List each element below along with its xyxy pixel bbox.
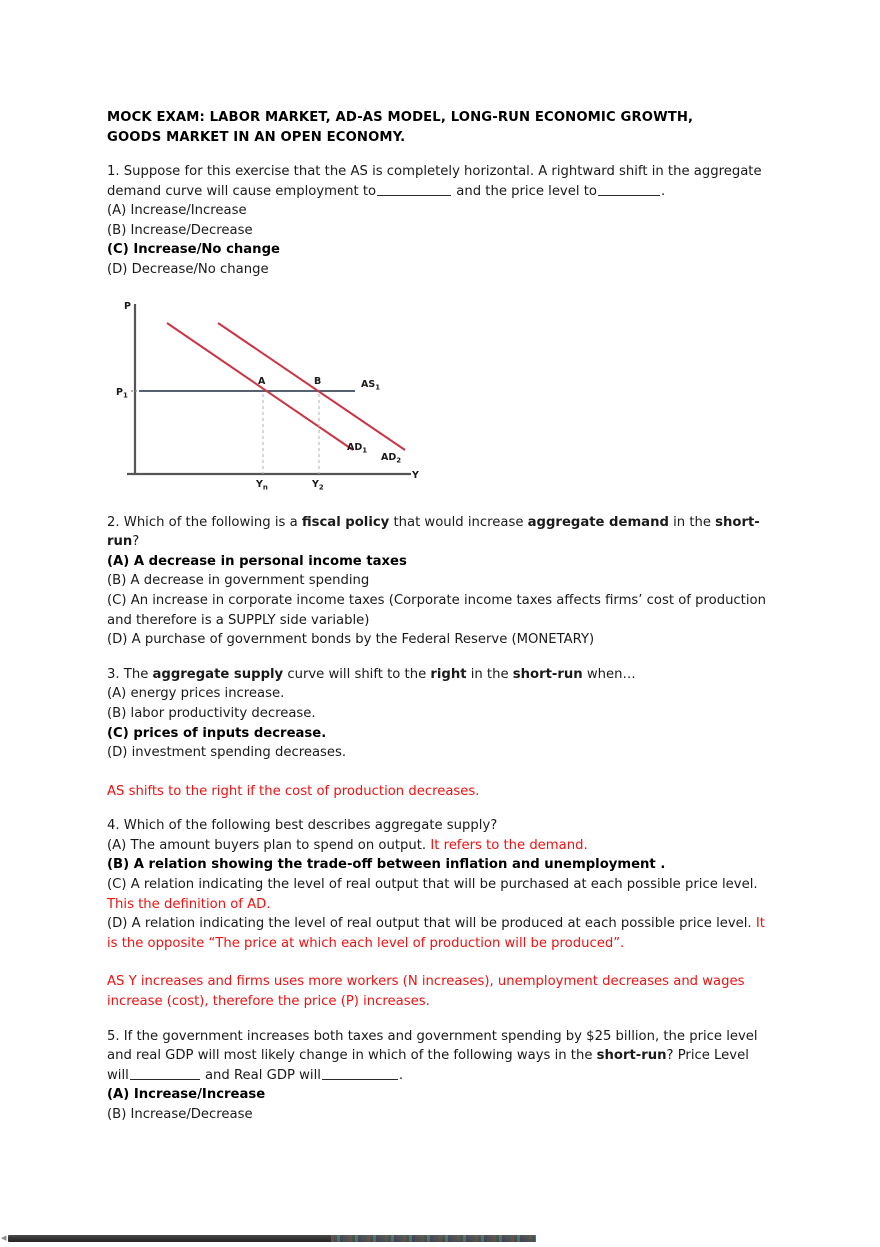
question-2-option-b: (B) A decrease in government spending xyxy=(107,573,370,589)
question-3-option-d: (D) investment spending decreases. xyxy=(107,745,347,761)
question-3-annotation: AS shifts to the right if the cost of production decreases. xyxy=(107,783,480,799)
question-4 xyxy=(107,816,772,953)
title-line-1: MOCK EXAM: LABOR MARKET, AD-AS MODEL, LONG-RUN ECONOMIC GROWTH, xyxy=(107,110,694,125)
document-content xyxy=(107,108,772,1125)
scrollbar-thumb-texture xyxy=(331,1235,536,1242)
question-2-stem-pre: 2. Which of the following is a xyxy=(107,514,302,530)
question-2 xyxy=(107,513,772,650)
yn-tick-label: $Y_n$ xyxy=(256,478,268,492)
question-1-option-d: (D) Decrease/No change xyxy=(107,261,269,277)
question-2-option-d: (D) A purchase of government bonds by the Federal Reserve (MONETARY) xyxy=(107,632,595,648)
ad-as-chart xyxy=(115,298,445,498)
question-2-stem-post: in the xyxy=(668,514,716,530)
question-1-option-a: (A) Increase/Increase xyxy=(107,203,247,219)
question-3-stem-bold-1: aggregate supply xyxy=(152,666,284,682)
question-3-stem-bold-3: short-run xyxy=(512,666,583,682)
question-4-stem: 4. Which of the following best describes aggregate supply? xyxy=(107,818,498,834)
question-3-option-b: (B) labor productivity decrease. xyxy=(107,705,316,721)
question-5-option-a: (A) Increase/Increase xyxy=(107,1087,266,1103)
answer-blank-1 xyxy=(377,183,451,196)
scroll-left-arrow-icon[interactable]: ◀ xyxy=(1,1234,7,1242)
question-1-stem-part-2: and the price level to xyxy=(452,183,597,199)
scrollbar-thumb[interactable] xyxy=(8,1235,536,1242)
question-5-stem-e: . xyxy=(398,1067,404,1083)
question-2-stem-end: ? xyxy=(132,534,140,550)
ad2-label: $AD_2$ xyxy=(381,451,402,465)
question-4-option-c-note: This the definition of AD. xyxy=(107,896,271,912)
question-2-stem-mid: that would increase xyxy=(389,514,528,530)
question-4-option-a-note: It refers to the demand. xyxy=(430,837,588,853)
y2-tick-label: $Y_2$ xyxy=(312,478,324,492)
question-3-stem-pre: 3. The xyxy=(107,666,153,682)
question-5-stem-bold: short-run xyxy=(596,1048,667,1064)
question-1-stem-part-3: . xyxy=(660,183,666,199)
question-5-stem-a: 5. If the government increases both taxes and government spending by $25 billion, the price level and real GDP will most likely change in which of the following ways in the xyxy=(107,1028,758,1064)
x-axis-label: Y xyxy=(412,469,419,481)
question-3-option-a: (A) energy prices increase. xyxy=(107,686,285,702)
question-2-option-c: (C) An increase in corporate income taxes (Corporate income taxes affects firms’ cost of production and therefore is a SUPPLY side variable) xyxy=(107,592,766,628)
question-3-option-c: (C) prices of inputs decrease. xyxy=(107,725,327,741)
question-2-option-a: (A) A decrease in personal income taxes xyxy=(107,553,407,569)
as1-label: $AS_1$ xyxy=(361,378,381,392)
question-4-option-a xyxy=(107,836,772,856)
page-title xyxy=(107,108,772,147)
question-1-option-c: (C) Increase/No change xyxy=(107,242,280,258)
question-2-stem-bold-2: aggregate demand xyxy=(527,514,669,530)
question-4-annotation: AS Y increases and firms uses more workers (N increases), unemployment decreases and wages increase (cost), therefore the price (P) increases. xyxy=(107,974,745,1010)
point-a-label: A xyxy=(258,375,266,387)
question-3 xyxy=(107,665,772,763)
y-axis-label: P xyxy=(124,300,131,312)
question-3-stem-mid-2: in the xyxy=(466,666,513,682)
question-1 xyxy=(107,162,772,280)
title-line-2: GOODS MARKET IN AN OPEN ECONOMY. xyxy=(107,129,406,145)
answer-blank-2 xyxy=(598,183,660,196)
question-4-option-d xyxy=(107,914,772,953)
answer-blank-4 xyxy=(322,1067,398,1080)
question-5 xyxy=(107,1027,772,1125)
question-5-option-b: (B) Increase/Decrease xyxy=(107,1107,253,1122)
question-4-option-b: (B) A relation showing the trade-off between inflation and unemployment . xyxy=(107,857,666,873)
ad-as-chart-svg xyxy=(115,298,445,498)
p1-tick-label: $P_1$ xyxy=(116,386,128,400)
question-1-option-b: (B) Increase/Decrease xyxy=(107,222,253,238)
horizontal-scrollbar[interactable] xyxy=(0,1230,880,1247)
question-4-option-c xyxy=(107,875,772,914)
question-1-stem-part-1: 1. Suppose for this exercise that the AS is completely horizontal. A rightward shift in the aggregate demand curve will cause employment to xyxy=(107,164,762,199)
question-4-option-d-note: It is the opposite “The price at which each level of production will be produced”. xyxy=(107,916,765,951)
question-2-stem-bold-3: short-run xyxy=(107,514,760,550)
question-4-option-a-text: (A) The amount buyers plan to spend on output. xyxy=(107,837,431,853)
answer-blank-3 xyxy=(130,1067,200,1080)
question-3-stem-end: when… xyxy=(582,666,636,682)
question-4-option-c-text: (C) A relation indicating the level of real output that will be purchased at each possible price level. xyxy=(107,877,758,893)
point-b-label: B xyxy=(314,375,322,387)
question-3-stem-bold-2: right xyxy=(430,666,467,682)
question-2-stem-bold-1: fiscal policy xyxy=(301,514,390,530)
question-5-stem-c: ? Price Level will xyxy=(107,1048,749,1083)
question-4-option-d-text: (D) A relation indicating the level of real output that will be produced at each possible price level. xyxy=(107,916,756,932)
question-5-stem-d: and Real GDP will xyxy=(200,1067,321,1083)
question-3-stem-mid: curve will shift to the xyxy=(283,666,431,682)
ad1-label: $AD_1$ xyxy=(347,441,368,455)
